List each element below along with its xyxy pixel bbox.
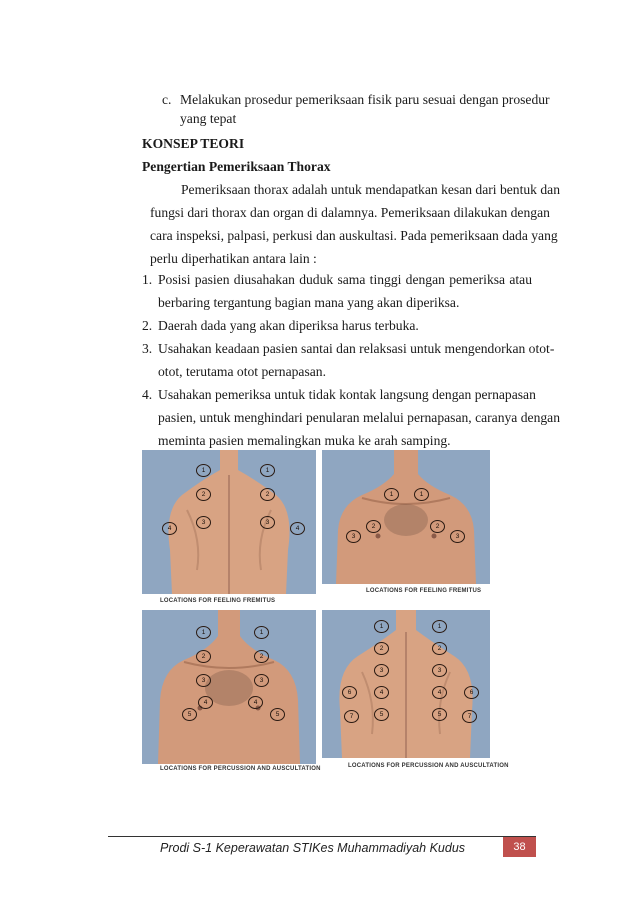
list-item-number: 1.	[142, 272, 153, 287]
objective-c-line-2: yang tepat	[180, 111, 237, 126]
location-marker: 5	[182, 708, 197, 721]
location-marker: 3	[432, 664, 447, 677]
location-marker: 1	[384, 488, 399, 501]
location-marker: 3	[260, 516, 275, 529]
location-marker: 3	[196, 674, 211, 687]
objective-c-line-1: Melakukan prosedur pemeriksaan fisik paru sesuai dengan prosedur	[180, 92, 550, 107]
location-marker: 2	[196, 650, 211, 663]
list-item-line: otot, terutama otot pernapasan.	[158, 364, 326, 379]
caption-bottom-right: LOCATIONS FOR PERCUSSION AND AUSCULTATION	[348, 763, 509, 769]
location-marker: 7	[344, 710, 359, 723]
paragraph-line-1: Pemeriksaan thorax adalah untuk mendapatkan kesan dari bentuk dan	[181, 182, 560, 197]
location-marker: 1	[196, 464, 211, 477]
paragraph-line-2: fungsi dari thorax dan organ di dalamnya. Pemeriksaan dilakukan dengan	[150, 205, 550, 220]
location-marker: 5	[270, 708, 285, 721]
section-title: KONSEP TEORI	[142, 136, 245, 151]
caption-bottom-left: LOCATIONS FOR PERCUSSION AND AUSCULTATION	[160, 766, 321, 772]
paragraph-line-3: cara inspeksi, palpasi, perkusi dan auskultasi. Pada pemeriksaan dada yang	[150, 228, 558, 243]
back-torso-illustration	[322, 610, 490, 758]
location-marker: 2	[430, 520, 445, 533]
location-marker: 2	[366, 520, 381, 533]
location-marker: 4	[374, 686, 389, 699]
location-marker: 1	[254, 626, 269, 639]
location-marker: 3	[254, 674, 269, 687]
location-marker: 2	[196, 488, 211, 501]
page-number: 38	[503, 837, 536, 857]
location-marker: 3	[374, 664, 389, 677]
location-marker: 5	[374, 708, 389, 721]
location-marker: 1	[374, 620, 389, 633]
location-marker: 4	[248, 696, 263, 709]
location-marker: 1	[414, 488, 429, 501]
location-marker: 6	[342, 686, 357, 699]
list-item-line: meminta pasien memalingkan muka ke arah samping.	[158, 433, 451, 448]
location-marker: 1	[196, 626, 211, 639]
front-torso-illustration	[142, 610, 316, 764]
location-marker: 2	[432, 642, 447, 655]
list-item-number: 3.	[142, 341, 153, 356]
footer-text: Prodi S-1 Keperawatan STIKes Muhammadiyah Kudus	[160, 841, 466, 855]
location-marker: 4	[198, 696, 213, 709]
front-torso-illustration	[322, 450, 490, 584]
location-marker: 4	[290, 522, 305, 535]
objective-c-marker: c.	[162, 92, 172, 107]
list-item-line: Usahakan keadaan pasien santai dan relaksasi untuk mengendorkan otot-	[158, 341, 555, 356]
list-item-line: Posisi pasien diusahakan duduk sama tinggi dengan pemeriksa atau	[158, 272, 532, 287]
footer-divider	[108, 836, 536, 837]
subsection-title: Pengertian Pemeriksaan Thorax	[142, 159, 331, 174]
location-marker: 7	[462, 710, 477, 723]
location-marker: 2	[374, 642, 389, 655]
thorax-examination-figure	[142, 450, 509, 780]
list-item-line: Daerah dada yang akan diperiksa harus terbuka.	[158, 318, 419, 333]
caption-top-left: LOCATIONS FOR FEELING FREMITUS	[160, 598, 276, 604]
list-item-line: berbaring tergantung bagian mana yang akan diperiksa.	[158, 295, 460, 310]
location-marker: 3	[196, 516, 211, 529]
location-marker: 3	[450, 530, 465, 543]
list-item-line: Usahakan pemeriksa untuk tidak kontak langsung dengan pernapasan	[158, 387, 536, 402]
location-marker: 6	[464, 686, 479, 699]
location-marker: 2	[254, 650, 269, 663]
location-marker: 3	[346, 530, 361, 543]
location-marker: 1	[432, 620, 447, 633]
photo-back-fremitus	[142, 450, 316, 594]
location-marker: 2	[260, 488, 275, 501]
list-item-line: pasien, untuk menghindari penularan melalui pernapasan, caranya dengan	[158, 410, 560, 425]
caption-top-right: LOCATIONS FOR FEELING FREMITUS	[366, 588, 482, 594]
location-marker: 4	[432, 686, 447, 699]
photo-front-percussion	[142, 610, 316, 764]
list-item-number: 4.	[142, 387, 153, 402]
photo-front-fremitus	[322, 450, 490, 584]
location-marker: 5	[432, 708, 447, 721]
location-marker: 4	[162, 522, 177, 535]
location-marker: 1	[260, 464, 275, 477]
paragraph-line-4: perlu diperhatikan antara lain :	[150, 251, 317, 266]
photo-back-percussion	[322, 610, 490, 758]
list-item-number: 2.	[142, 318, 153, 333]
